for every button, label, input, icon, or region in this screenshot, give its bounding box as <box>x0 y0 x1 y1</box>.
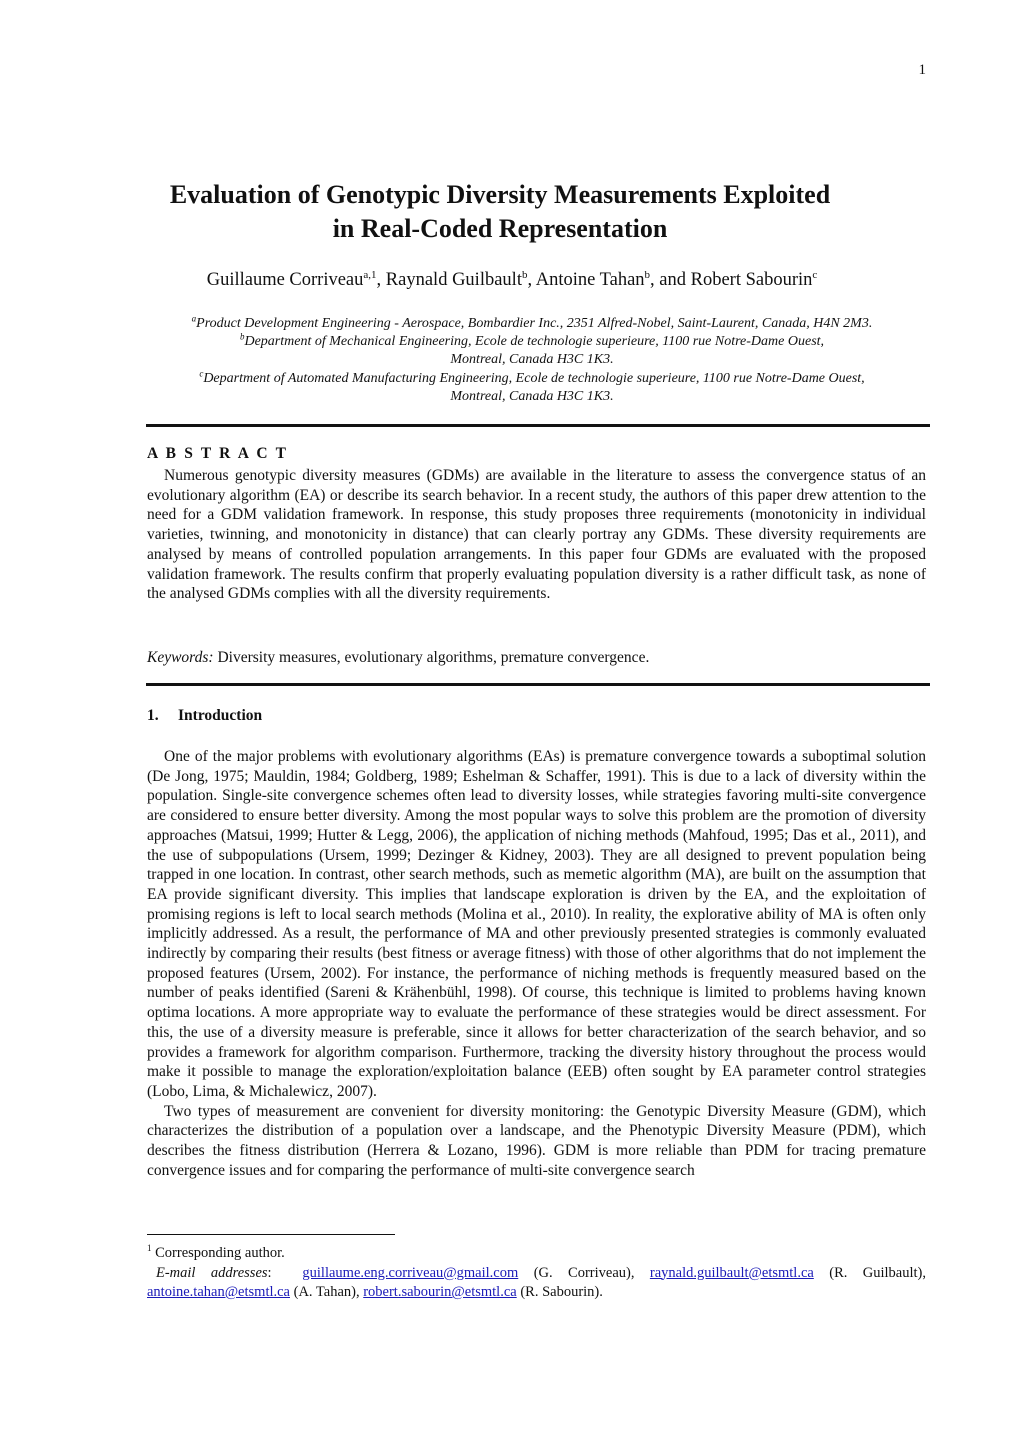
author-name: Robert Sabourin <box>690 270 813 290</box>
email-link[interactable]: raynald.guilbault@etsmtl.ca <box>649 1264 814 1281</box>
author-affil-sup: a,1 <box>363 268 377 281</box>
abstract-text: Numerous genotypic diversity measures (GDMs) are available in the literature to assess the convergence status of an evolutionary algorithm (EA) or describe its search behavior. In a recent study, the authors of this paper drew attention to the need for a GDM validation framework. In response, this study proposes three requirements (monotonicity in individual varieties, twinning, and monotonicity in distance) that can clearly portray any GDMs. These diversity requirements are analysed by means of controlled population arrangements. In this paper four GDMs are evaluated with the proposed validation framework. The results confirm that properly evaluating population diversity is a rather difficult task, as none of the analysed GDMs complies with all the diversity requirements. <box>147 467 926 603</box>
introduction-body <box>147 747 926 1180</box>
paper-title <box>0 178 1000 246</box>
keywords-label: Keywords: <box>147 649 214 666</box>
email-owner: (R. Sabourin). <box>516 1284 603 1300</box>
title-line-1: Evaluation of Genotypic Diversity Measurements Exploited <box>169 180 831 209</box>
email-owner: (R. Guilbault), <box>813 1264 926 1281</box>
section-title: Introduction <box>178 707 263 724</box>
email-link[interactable]: guillaume.eng.corriveau@gmail.com <box>302 1264 519 1281</box>
footnote-1 <box>147 1244 926 1264</box>
affil-sup: a <box>191 313 197 324</box>
section-number: 1. <box>147 707 159 724</box>
author-name: Raynald Guilbault <box>385 270 522 290</box>
author-name: Antoine Tahan <box>535 270 645 290</box>
author-list <box>0 268 1024 292</box>
affiliation-c <box>0 367 1024 388</box>
section-heading <box>147 707 262 725</box>
abstract-heading: A B S T R A C T <box>147 445 289 462</box>
affil-text: Department of Mechanical Engineering, Ecole de technologie superieure, 1100 rue Notre-Dame Ouest, <box>244 334 825 350</box>
email-label: E-mail addresses <box>156 1264 268 1281</box>
affiliation-b-line-2: Montreal, Canada H3C 1K3. <box>450 352 614 368</box>
author-sep: , <box>527 270 536 290</box>
email-link[interactable]: robert.sabourin@etsmtl.ca <box>363 1284 517 1300</box>
author-sep: , <box>376 270 386 290</box>
email-colon: : <box>267 1264 272 1281</box>
keywords-text: Diversity measures, evolutionary algorithms, premature convergence. <box>213 649 650 666</box>
title-line-2: in Real-Coded Representation <box>332 214 668 243</box>
affil-sup: b <box>239 331 245 342</box>
divider <box>146 424 930 427</box>
page-number: 1 <box>918 62 926 78</box>
email-owner: (A. Tahan), <box>290 1284 364 1300</box>
footnote-divider <box>147 1234 395 1235</box>
footnotes <box>147 1244 926 1303</box>
footnote-text: Corresponding author. <box>151 1245 285 1261</box>
footnote-emails <box>147 1264 926 1303</box>
author-affil-sup: c <box>812 268 818 281</box>
affiliation-a <box>0 315 1024 333</box>
divider <box>146 683 930 686</box>
email-owner: (G. Corriveau), <box>518 1264 650 1281</box>
affil-sup: c <box>199 367 204 378</box>
affiliation-c-line-2: Montreal, Canada H3C 1K3. <box>450 388 614 404</box>
author-affil-sup: b <box>644 268 651 281</box>
author-sep: , and <box>650 270 691 290</box>
affiliation-b <box>0 333 1024 351</box>
keywords <box>147 648 926 668</box>
author-affil-sup: b <box>521 268 528 281</box>
email-link[interactable]: antoine.tahan@etsmtl.ca <box>147 1284 290 1300</box>
paragraph: Two types of measurement are convenient for diversity monitoring: the Genotypic Diversity Measure (GDM), which characterizes the distribution of a population over a landscape, and the Phenotypic Diversity Measure (PDM), which describes the fitness distribution (Herrera & Lozano, 1996). GDM is more reliable than PDM for tracing premature convergence issues and for comparing the performance of multi-site convergence search <box>147 1102 926 1179</box>
affiliations <box>0 315 1024 406</box>
affil-text: Product Development Engineering - Aerospace, Bombardier Inc., 2351 Alfred-Nobel, Saint-Laurent, Canada, H4N 2M3. <box>196 316 873 331</box>
footnote-marker: 1 <box>147 1243 152 1254</box>
paragraph: One of the major problems with evolutionary algorithms (EAs) is premature convergence towards a suboptimal solution (De Jong, 1975; Mauldin, 1984; Goldberg, 1989; Eshelman & Schaffer, 1991). This is due to a lack of diversity within the population. Single-site convergence schemes often lead to diversity losses, while strategies favoring multi-site convergence are considered to ensure better diversity. Among the most popular ways to solve this problem are the promotion of diversity approaches (Matsui, 1999; Hutter & Legg, 2006), the application of niching methods (Mahfoud, 1995; Das et al., 2011), and the use of subpopulations (Ursem, 1999; Dezinger & Kidney, 2003). They are all designed to prevent population being trapped in one location. In contrast, other search methods, such as memetic algorithm (MA), are built on the assumption that EA provide significant diversity. This implies that landscape exploration is driven by the EA, and the exploitation of promising regions is left to local search methods (Molina et al., 2010). In reality, the explorative ability of MA is often only implicitly addressed. As a result, the performance of MA and other previously presented strategies is commonly evaluated indirectly by comparing their results (best fitness or average fitness) with those of other algorithms that do not implement the proposed features (Ursem, 2002). For instance, the performance of niching methods is frequently measured based on the number of peaks identified (Sareni & Krähenbühl, 1998). Of course, this technique is limited to problems having known optima locations. A more appropriate way to evaluate the performance of these strategies would be direct assessment. For this, the use of a diversity measure is preferable, since it allows for better characterization of the search behavior, and so provides a framework for algorithm comparison. Furthermore, tracking the diversity history throughout the process would make it possible to manage the exploration/exploitation balance (EEB) often sought by EA parameter control strategies (Lobo, Lima, & Michalewicz, 2007). <box>147 748 926 1100</box>
author-name: Guillaume Corriveau <box>206 270 364 290</box>
affil-text: Department of Automated Manufacturing Engineering, Ecole de technologie superieure, 1100 rue Notre-Dame Ouest, <box>203 370 865 386</box>
